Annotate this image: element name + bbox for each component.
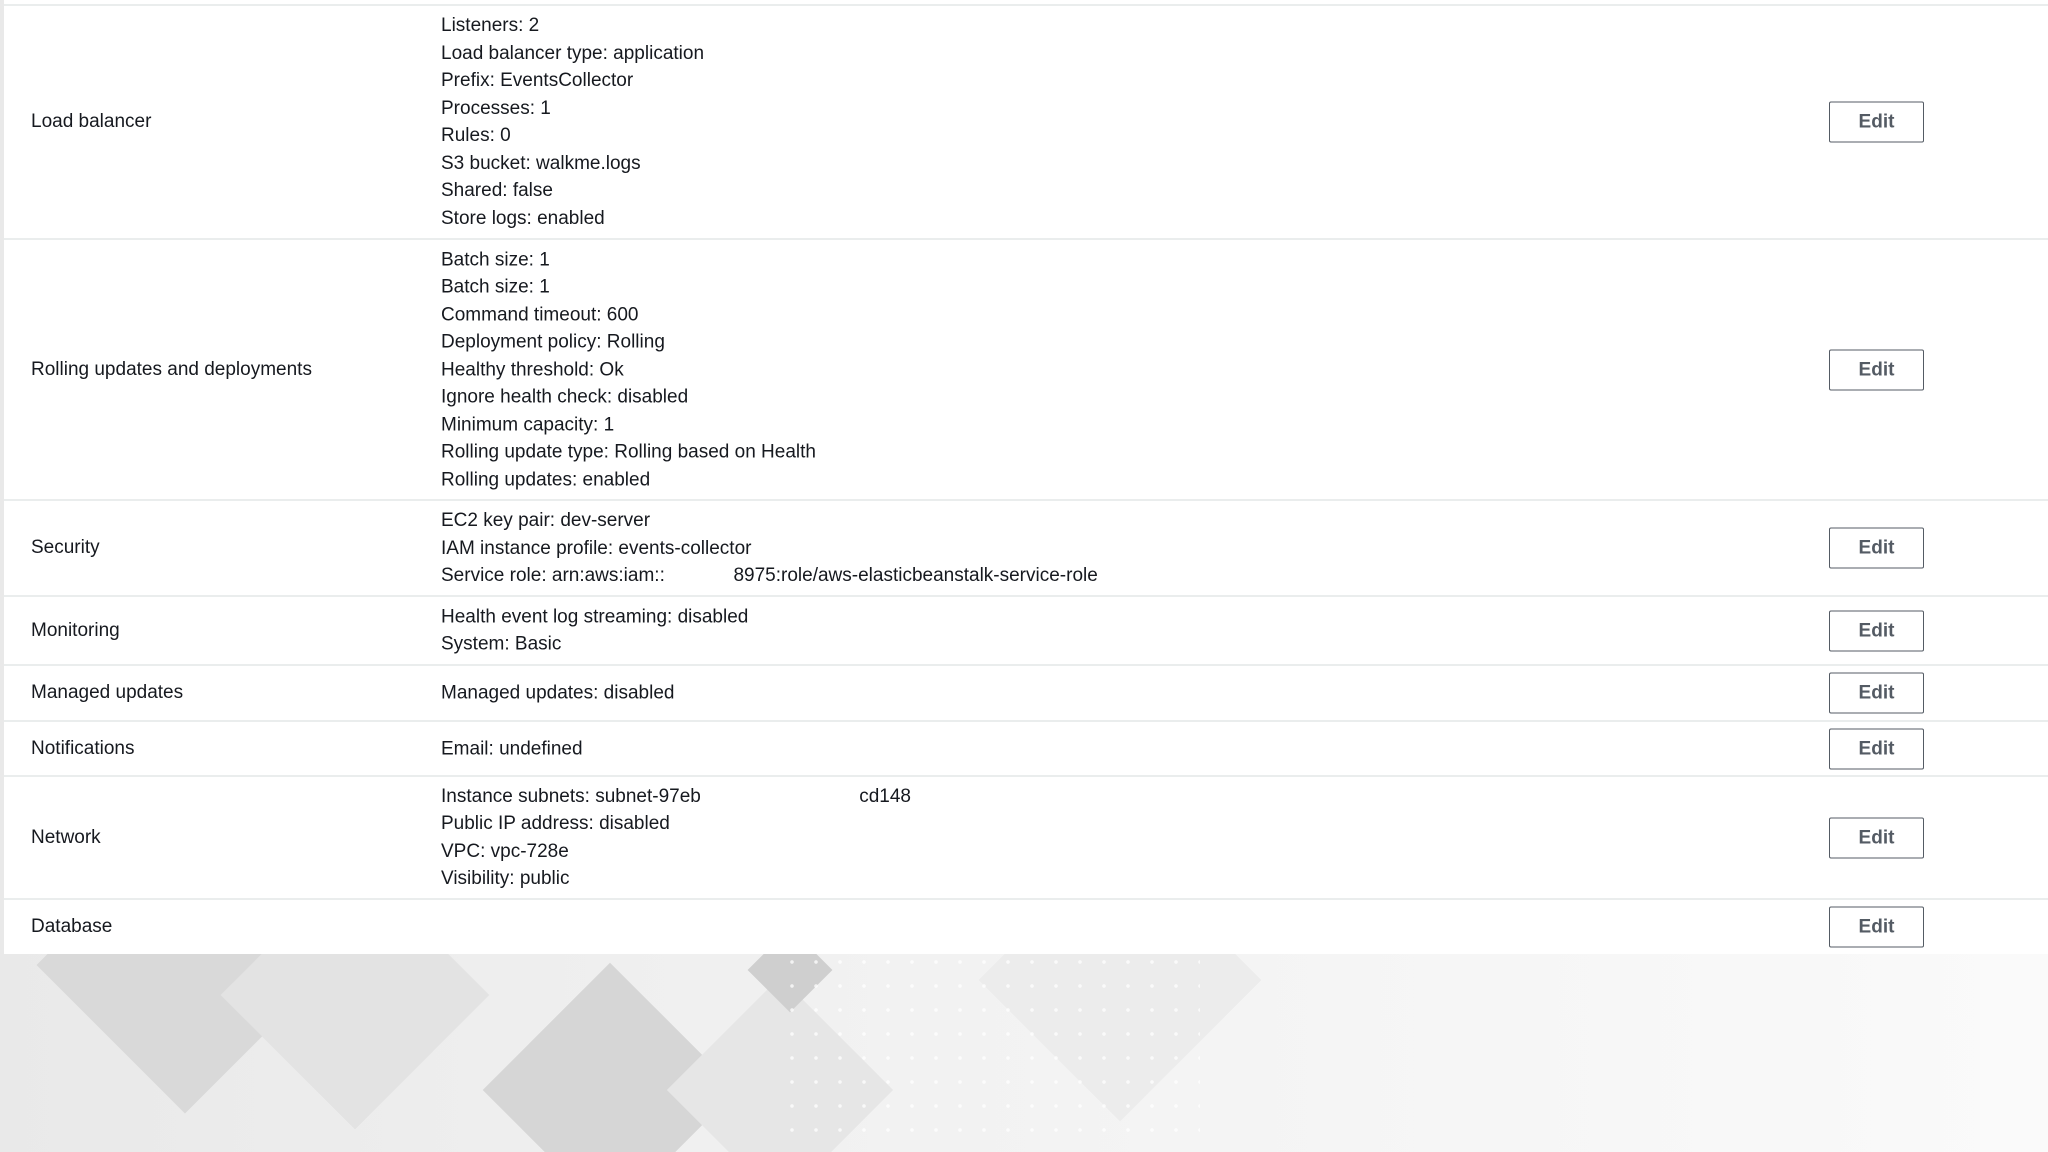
value-line: Minimum capacity: 1 bbox=[441, 413, 615, 435]
value-line: Email: undefined bbox=[441, 737, 583, 759]
category-values bbox=[441, 246, 816, 494]
category-values bbox=[441, 783, 911, 893]
value-line: Processes: 1 bbox=[441, 97, 551, 119]
value-line: Listeners: 2 bbox=[441, 15, 540, 36]
config-row-load-balancer bbox=[4, 6, 2048, 240]
edit-network-button[interactable]: Edit bbox=[1829, 817, 1924, 858]
value-line: EC2 key pair: dev-server bbox=[441, 509, 651, 531]
config-row-rolling-updates bbox=[4, 240, 2048, 501]
category-values bbox=[441, 735, 583, 763]
value-line: Deployment policy: Rolling bbox=[441, 331, 665, 353]
category-label: Monitoring bbox=[31, 619, 120, 641]
category-values bbox=[441, 603, 748, 658]
config-row-monitoring bbox=[4, 597, 2048, 666]
category-label: Notifications bbox=[31, 737, 135, 759]
value-line: Health event log streaming: disabled bbox=[441, 606, 749, 627]
config-row-security bbox=[4, 501, 2048, 597]
edit-monitoring-button[interactable]: Edit bbox=[1829, 610, 1924, 651]
value-line: Load balancer type: application bbox=[441, 42, 705, 64]
value-line: S3 bucket: walkme.logs bbox=[441, 152, 641, 174]
value-line: Ignore health check: disabled bbox=[441, 386, 689, 408]
category-label: Load balancer bbox=[31, 111, 152, 132]
configuration-panel bbox=[4, 0, 2048, 954]
value-line: Batch size: 1 bbox=[441, 248, 550, 270]
value-line: Store logs: enabled bbox=[441, 207, 605, 229]
value-line: System: Basic bbox=[441, 633, 562, 655]
category-values bbox=[441, 507, 1098, 590]
edit-managed-updates-button[interactable]: Edit bbox=[1829, 673, 1924, 714]
config-row-managed-updates bbox=[4, 666, 2048, 722]
value-line: Public IP address: disabled bbox=[441, 813, 670, 834]
category-values bbox=[441, 679, 674, 707]
value-line: Prefix: EventsCollector bbox=[441, 70, 634, 91]
edit-load-balancer-button[interactable]: Edit bbox=[1829, 102, 1924, 143]
config-row-network bbox=[4, 777, 2048, 900]
value-line: Managed updates: disabled bbox=[441, 682, 675, 704]
value-line: Batch size: 1 bbox=[441, 276, 550, 298]
edit-security-button[interactable]: Edit bbox=[1829, 528, 1924, 569]
value-line: Rolling updates: enabled bbox=[441, 468, 651, 490]
value-line: Shared: false bbox=[441, 180, 553, 201]
value-line: Instance subnets: subnet-97eb cd148 bbox=[441, 785, 911, 807]
category-label: Network bbox=[31, 826, 101, 848]
category-label: Managed updates bbox=[31, 682, 184, 703]
edit-database-button[interactable]: Edit bbox=[1829, 907, 1924, 948]
value-line: Healthy threshold: Ok bbox=[441, 358, 624, 380]
value-line: IAM instance profile: events-collector bbox=[441, 537, 752, 559]
category-label: Database bbox=[31, 916, 113, 937]
value-line: Service role: arn:aws:iam:: 8975:role/aws-elasticbeanstalk-service-role bbox=[441, 564, 1098, 586]
category-values bbox=[441, 12, 704, 232]
category-label: Rolling updates and deployments bbox=[31, 358, 312, 380]
config-row-database bbox=[4, 900, 2048, 954]
config-row-notifications bbox=[4, 722, 2048, 777]
value-line: Visibility: public bbox=[441, 868, 570, 889]
value-line: VPC: vpc-728e bbox=[441, 840, 569, 862]
value-line: Rules: 0 bbox=[441, 125, 511, 146]
category-label: Security bbox=[31, 537, 100, 558]
edit-notifications-button[interactable]: Edit bbox=[1829, 728, 1924, 769]
value-line: Rolling update type: Rolling based on Health bbox=[441, 441, 816, 463]
value-line: Command timeout: 600 bbox=[441, 303, 639, 325]
edit-rolling-updates-button[interactable]: Edit bbox=[1829, 349, 1924, 390]
